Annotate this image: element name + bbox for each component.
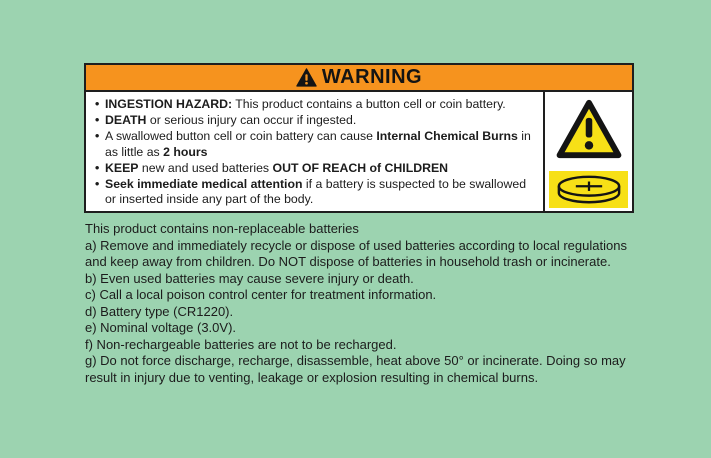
warning-header	[86, 65, 632, 92]
warning-bullets	[94, 97, 539, 208]
hazard-icon-panel	[543, 92, 632, 211]
warning-box	[84, 63, 634, 213]
warning-body	[86, 92, 632, 211]
note-line: b) Even used batteries may cause severe injury or death.	[85, 270, 414, 286]
warning-bullet: • INGESTION HAZARD: This product contains a button cell or coin battery.	[94, 97, 539, 113]
coin-battery-icon	[549, 171, 628, 208]
warning-title: WARNING	[321, 66, 423, 88]
note-line: a) Remove and immediately recycle or dispose of used batteries according to local regulations and keep away from children. Do NOT dispose of batteries in household trash or incinerate.	[85, 237, 627, 269]
note-line: This product contains non-replaceable batteries	[85, 221, 359, 236]
warning-bullet: • Seek immediate medical attention if a battery is suspected to be swallowed or inserted inside any part of the body.	[94, 177, 539, 209]
note-line: e) Nominal voltage (3.0V).	[85, 320, 237, 335]
battery-notes	[85, 221, 639, 386]
warning-bullet: • DEATH or serious injury can occur if ingested.	[94, 113, 539, 129]
hazard-triangle-icon	[555, 97, 623, 161]
note-line: f) Non-rechargeable batteries are not to be recharged.	[85, 336, 397, 352]
warning-text-column	[86, 92, 543, 211]
note-line: d) Battery type (CR1220).	[85, 303, 234, 319]
note-line: g) Do not force discharge, recharge, disassemble, heat above 50° or incinerate. Doing so may result in injury due to venting, leakage or explosion resulting in chemical burns.	[85, 353, 626, 385]
warning-bullet: • A swallowed button cell or coin battery can cause Internal Chemical Burns in as little as 2 hours	[94, 129, 539, 161]
warning-triangle-icon	[296, 68, 317, 87]
note-line: c) Call a local poison control center for treatment information.	[85, 287, 437, 302]
warning-bullet: • KEEP new and used batteries OUT OF REACH of CHILDREN	[94, 161, 539, 177]
